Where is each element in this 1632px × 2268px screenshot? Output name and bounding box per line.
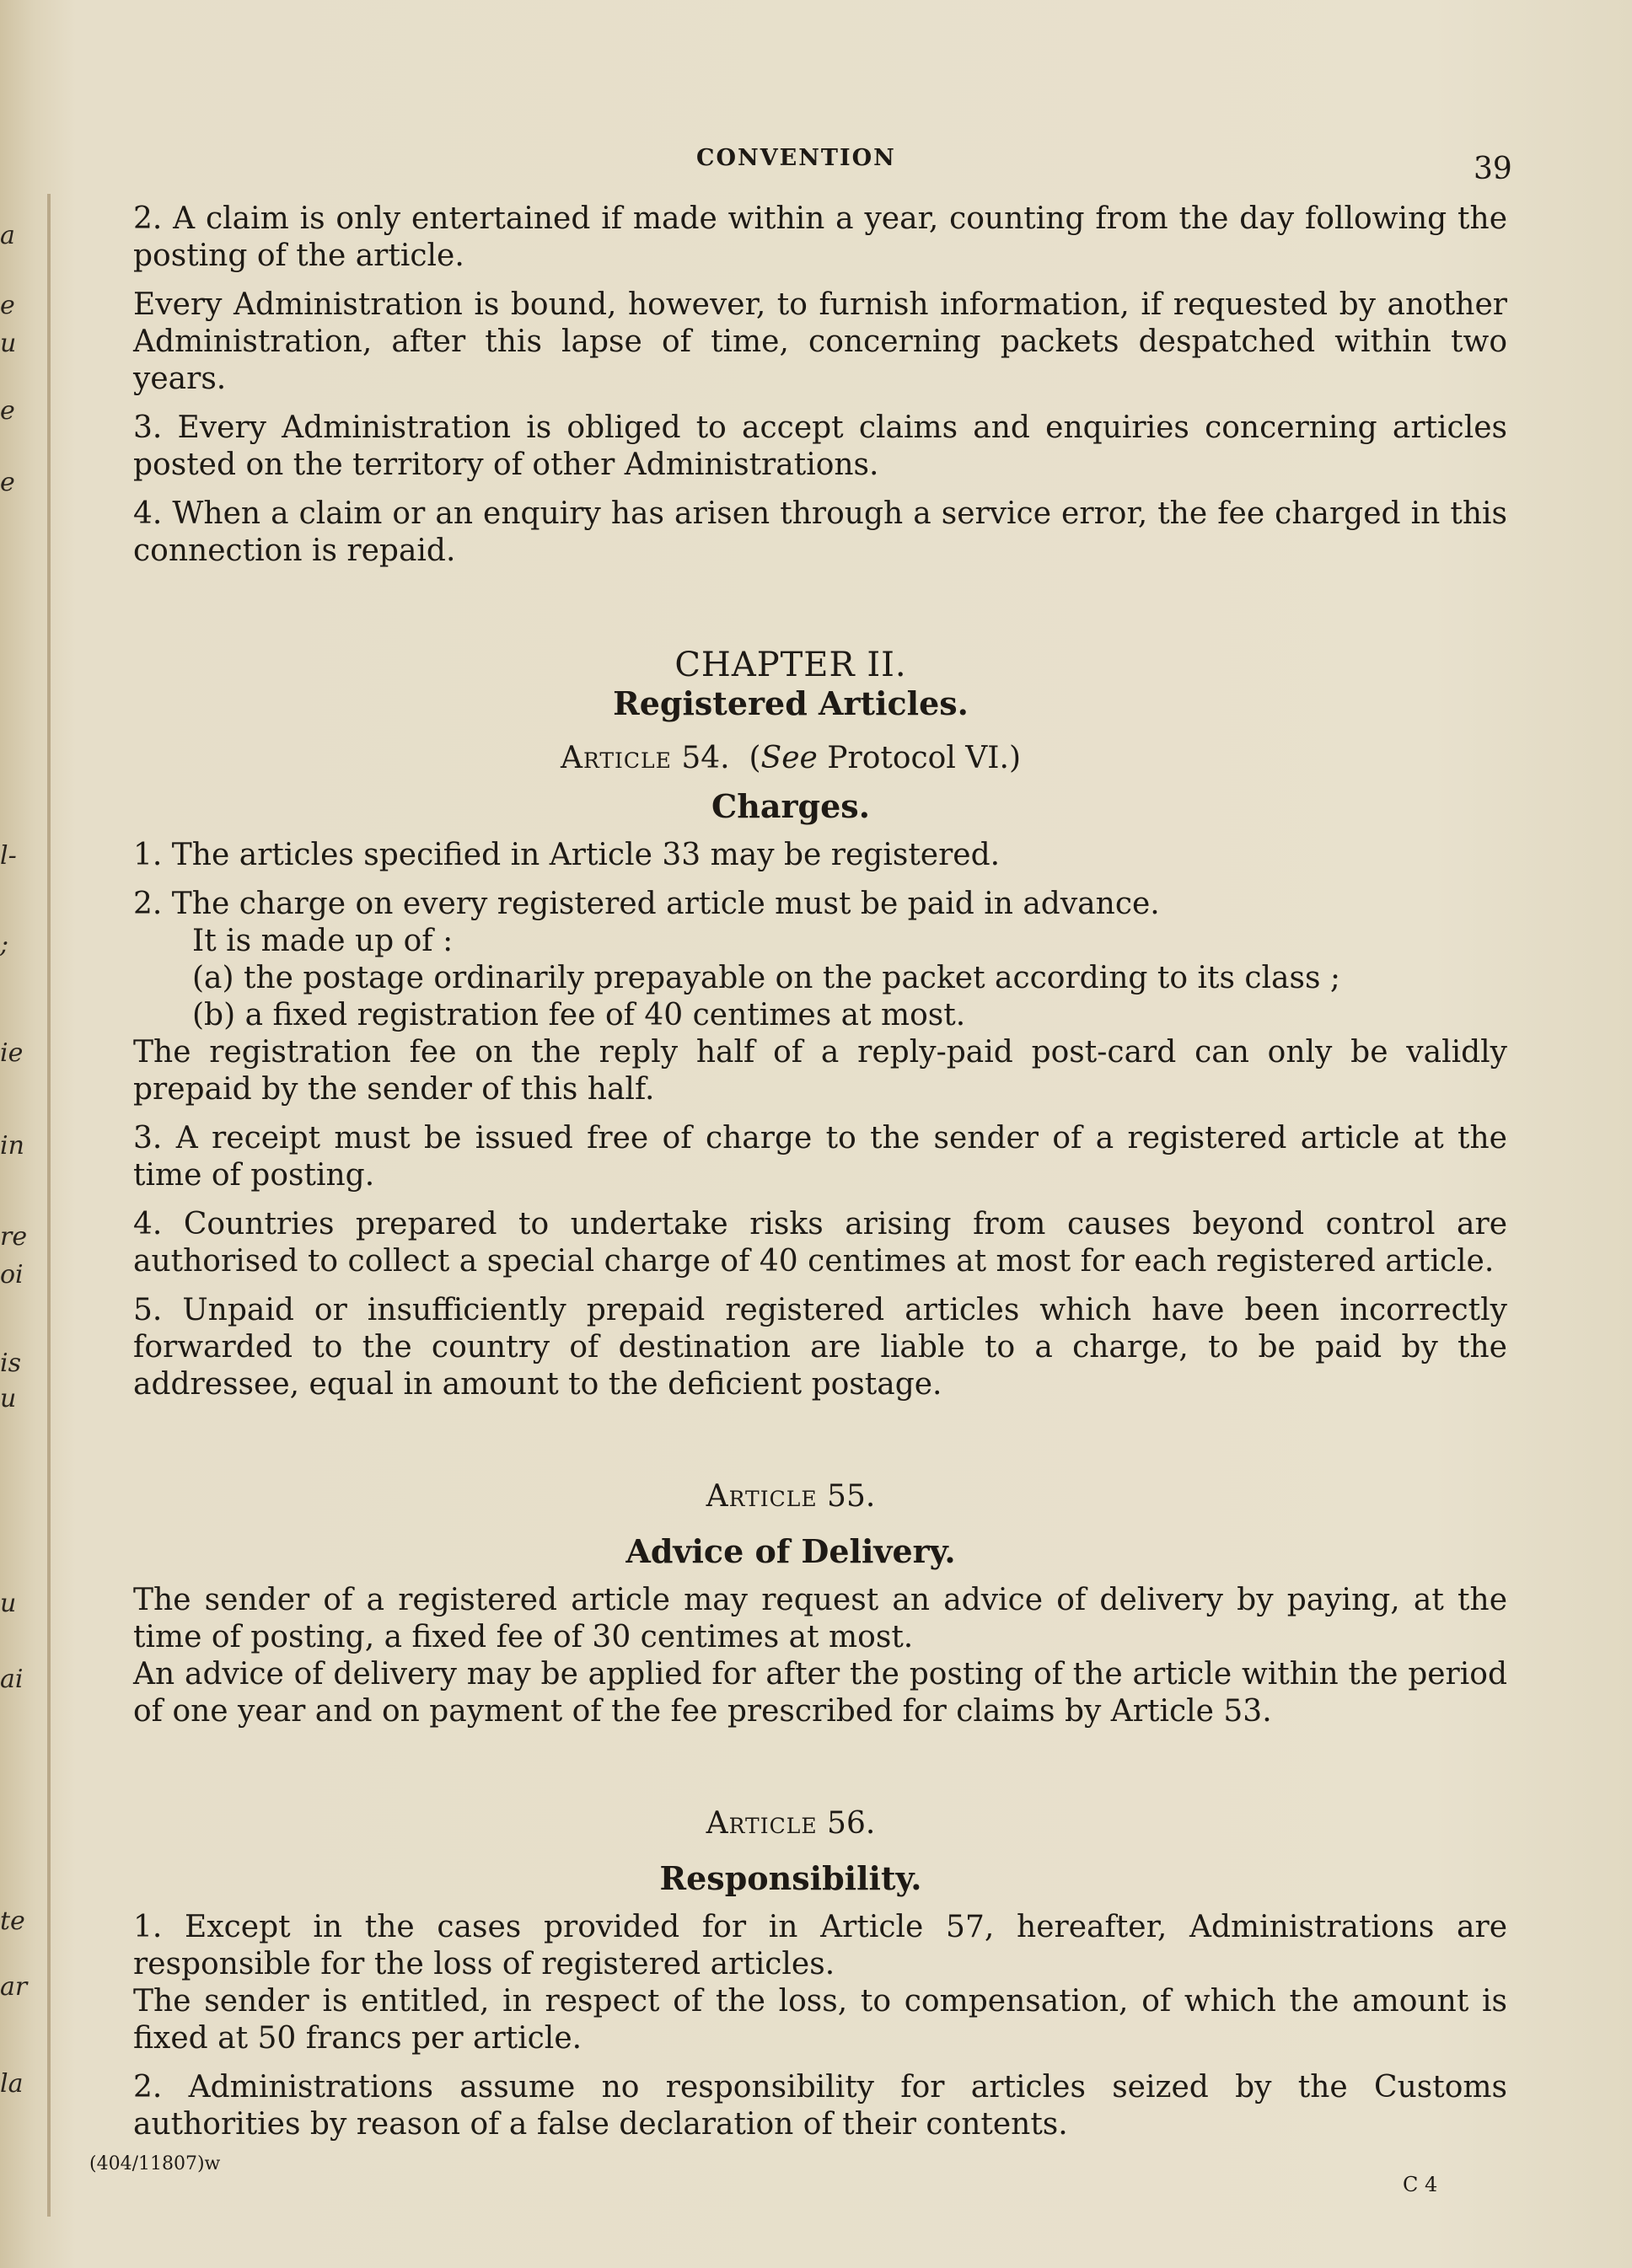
margin-fragment: re [0,1222,28,1252]
claims-paragraph-info: Every Administration is bound, however, to furnish information, if requested by another Administration, after this lapse of time, concerning packets despatched within two years. [133,287,1507,396]
article-label: Article [560,741,672,775]
article-54-paragraph-3: 3. A receipt must be issued free of charge to the sender of a registered article at the time of posting. [133,1121,1507,1193]
margin-fragment: e [0,396,15,426]
claims-paragraph-2: 2. A claim is only entertained if made within a year, counting from the day following the posting of the article. [133,201,1507,273]
margin-fragment: is [0,1348,21,1378]
margin-fragment: in [0,1131,24,1161]
article-54-paragraph-4: 4. Countries prepared to undertake risks arising from causes beyond control are authorised to collect a special charge of 40 centimes at most for each registered article. [133,1207,1507,1279]
margin-fragment: oi [0,1260,24,1289]
margin-fragment: ie [0,1038,24,1068]
article-54-heading [74,741,1507,775]
article-55-subtitle: Advice of Delivery. [625,1532,956,1570]
paren-open: ( [749,741,761,775]
claims-paragraph-4: 4. When a claim or an enquiry has arisen through a service error, the fee charged in this connection is repaid. [133,496,1507,568]
margin-fragment: u [0,1589,17,1618]
article-number: 56. [827,1806,876,1841]
see-word: See [760,741,818,775]
claims-paragraph-3: 3. Every Administration is obliged to accept claims and enquiries concerning articles posted on the territory of other Administrations. [133,410,1507,482]
article-54-made-up-of: It is made up of : [192,924,454,958]
article-54-reply-fee: The registration fee on the reply half of a reply-paid post-card can only be validly prepaid by the sender of this half. [133,1035,1507,1107]
page-body [74,201,1507,2143]
article-number: 55. [827,1479,876,1514]
article-56-subtitle: Responsibility. [659,1859,922,1897]
margin-fragment: la [0,2069,24,2099]
page-number: 39 [1474,152,1512,186]
article-label: Article [706,1806,818,1841]
article-54-paragraph-2: 2. The charge on every registered article must be paid in advance. [133,887,1160,921]
chapter-title: Registered Articles. [613,684,969,722]
running-title: CONVENTION [696,145,896,171]
margin-fragment: ar [0,1972,28,2002]
margin-fragment: u [0,1384,17,1413]
article-label: Article [706,1479,818,1514]
chapter-number: CHAPTER II. [674,646,907,684]
margin-fragment: u [0,329,17,358]
article-55-paragraph-2: An advice of delivery may be applied for after the posting of the article within the period of one year and on payment of the fee prescribed for claims by Article 53. [133,1657,1507,1729]
signature-mark: C 4 [1403,2173,1438,2196]
printer-code: (404/11807)w [89,2153,221,2174]
article-54-paragraph-1: 1. The articles specified in Article 33 may be registered. [133,838,1001,872]
margin-fragment: a [0,221,15,250]
article-54-item-b: (b) a fixed registration fee of 40 centimes at most. [192,998,966,1032]
article-56-heading [74,1806,1507,1841]
article-number: 54. [681,741,730,775]
article-56-paragraph-2: 2. Administrations assume no responsibility for articles seized by the Customs authorities by reason of a false declaration of their contents. [133,2070,1507,2142]
margin-fragment: e [0,291,15,320]
protocol-ref: Protocol VI.) [817,741,1022,775]
article-55-heading [74,1479,1507,1514]
margin-fragment: te [0,1906,25,1936]
article-56-compensation: The sender is entitled, in respect of the loss, to compensation, of which the amount is fixed at 50 francs per article. [133,1984,1507,2056]
binding-gutter [47,194,51,2217]
margin-fragment: e [0,468,15,497]
article-56-paragraph-1: 1. Except in the cases provided for in Article 57, hereafter, Administrations are responsible for the loss of registered articles. [133,1910,1507,1981]
margin-fragment: ; [0,930,9,959]
margin-fragment: l- [0,841,17,871]
article-55-paragraph-1: The sender of a registered article may request an advice of delivery by paying, at the time of posting, a fixed fee of 30 centimes at most. [133,1583,1507,1654]
margin-fragment: ai [0,1665,24,1694]
article-54-subtitle: Charges. [711,787,870,825]
article-54-item-a: (a) the postage ordinarily prepayable on the packet according to its class ; [192,961,1341,995]
article-54-paragraph-5: 5. Unpaid or insufficiently prepaid registered articles which have been incorrectly forwarded to the country of destination are liable to a charge, to be paid by the addressee, equal in amount to the deficient postage. [133,1293,1507,1402]
